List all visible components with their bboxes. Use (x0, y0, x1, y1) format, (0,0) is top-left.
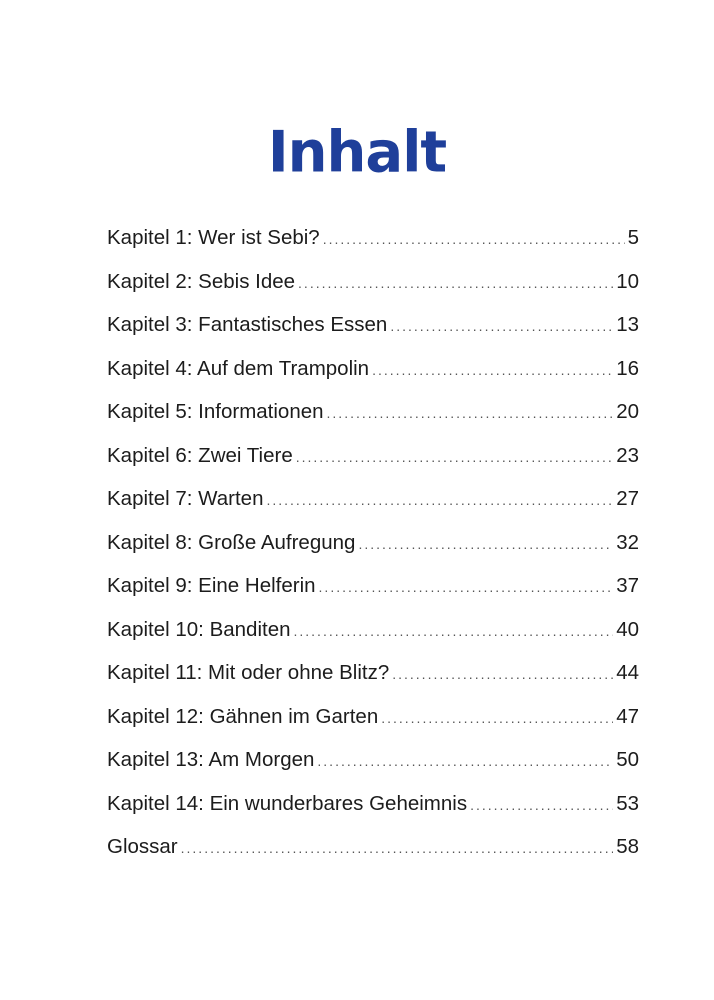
toc-entry[interactable] (107, 699, 639, 743)
toc-entry-label: Kapitel 12: Gähnen im Garten (107, 704, 379, 728)
toc-entry-label: Kapitel 14: Ein wunderbares Geheimnis (107, 791, 468, 815)
toc-entry[interactable] (107, 220, 639, 264)
dot-leader (298, 265, 613, 301)
dot-leader (358, 526, 613, 562)
toc-entry[interactable] (107, 568, 639, 612)
dot-leader (470, 787, 613, 823)
toc-entry-page-number: 47 (616, 704, 639, 728)
toc-entry-label: Kapitel 9: Eine Helferin (107, 574, 316, 597)
dot-leader (390, 308, 613, 344)
toc-entry-page-number: 13 (616, 313, 639, 336)
toc-entry[interactable] (107, 655, 639, 699)
dot-leader (392, 656, 613, 692)
toc-entry-glossary[interactable] (107, 829, 639, 873)
toc-entry-label: Kapitel 8: Große Aufregung (107, 530, 356, 554)
toc-entry-label: Kapitel 4: Auf dem Trampolin (107, 356, 370, 380)
dot-leader (181, 830, 614, 866)
toc-entry[interactable] (107, 742, 639, 786)
dot-leader (319, 569, 614, 605)
toc-entry[interactable] (107, 438, 639, 482)
toc-entry[interactable] (107, 307, 639, 351)
toc-entry[interactable] (107, 264, 639, 308)
dot-leader (381, 700, 613, 736)
page-title: Inhalt (267, 118, 447, 186)
toc-entry-label: Kapitel 11: Mit oder ohne Blitz? (107, 661, 390, 684)
toc-entry-page-number: 16 (616, 356, 639, 380)
toc-entry-page-number: 5 (627, 226, 639, 249)
toc-entry-label: Glossar (107, 835, 178, 858)
toc-entry-page-number: 10 (616, 269, 639, 293)
dot-leader (372, 352, 613, 388)
toc-entry-page-number: 44 (616, 661, 639, 684)
toc-entry-label: Kapitel 5: Informationen (107, 400, 324, 423)
toc-entry-label: Kapitel 10: Banditen (107, 617, 291, 641)
dot-leader (294, 613, 614, 649)
toc-entry-page-number: 23 (616, 443, 639, 467)
toc-entry[interactable] (107, 481, 639, 525)
toc-entry-page-number: 32 (616, 530, 639, 554)
toc-entry[interactable] (107, 612, 639, 656)
toc-entry-page-number: 50 (616, 748, 639, 771)
toc-entry[interactable] (107, 525, 639, 569)
toc-entry-label: Kapitel 13: Am Morgen (107, 748, 315, 771)
toc-entry-label: Kapitel 6: Zwei Tiere (107, 443, 293, 467)
toc-entry-page-number: 37 (616, 574, 639, 597)
dot-leader (317, 743, 613, 779)
toc-entry-page-number: 27 (616, 487, 639, 510)
toc-entry-page-number: 58 (616, 835, 639, 858)
toc-entry-page-number: 40 (616, 617, 639, 641)
toc-list (107, 220, 639, 873)
dot-leader (323, 221, 625, 257)
toc-entry-label: Kapitel 7: Warten (107, 487, 264, 510)
toc-entry[interactable] (107, 351, 639, 395)
toc-entry-page-number: 20 (616, 400, 639, 423)
toc-entry-label: Kapitel 2: Sebis Idee (107, 269, 296, 293)
toc-entry-page-number: 53 (616, 791, 639, 815)
dot-leader (327, 395, 614, 431)
toc-entry-label: Kapitel 1: Wer ist Sebi? (107, 226, 320, 249)
toc-entry-label: Kapitel 3: Fantastisches Essen (107, 313, 388, 336)
dot-leader (296, 439, 613, 475)
toc-entry[interactable] (107, 786, 639, 830)
dot-leader (266, 482, 613, 518)
toc-entry[interactable] (107, 394, 639, 438)
